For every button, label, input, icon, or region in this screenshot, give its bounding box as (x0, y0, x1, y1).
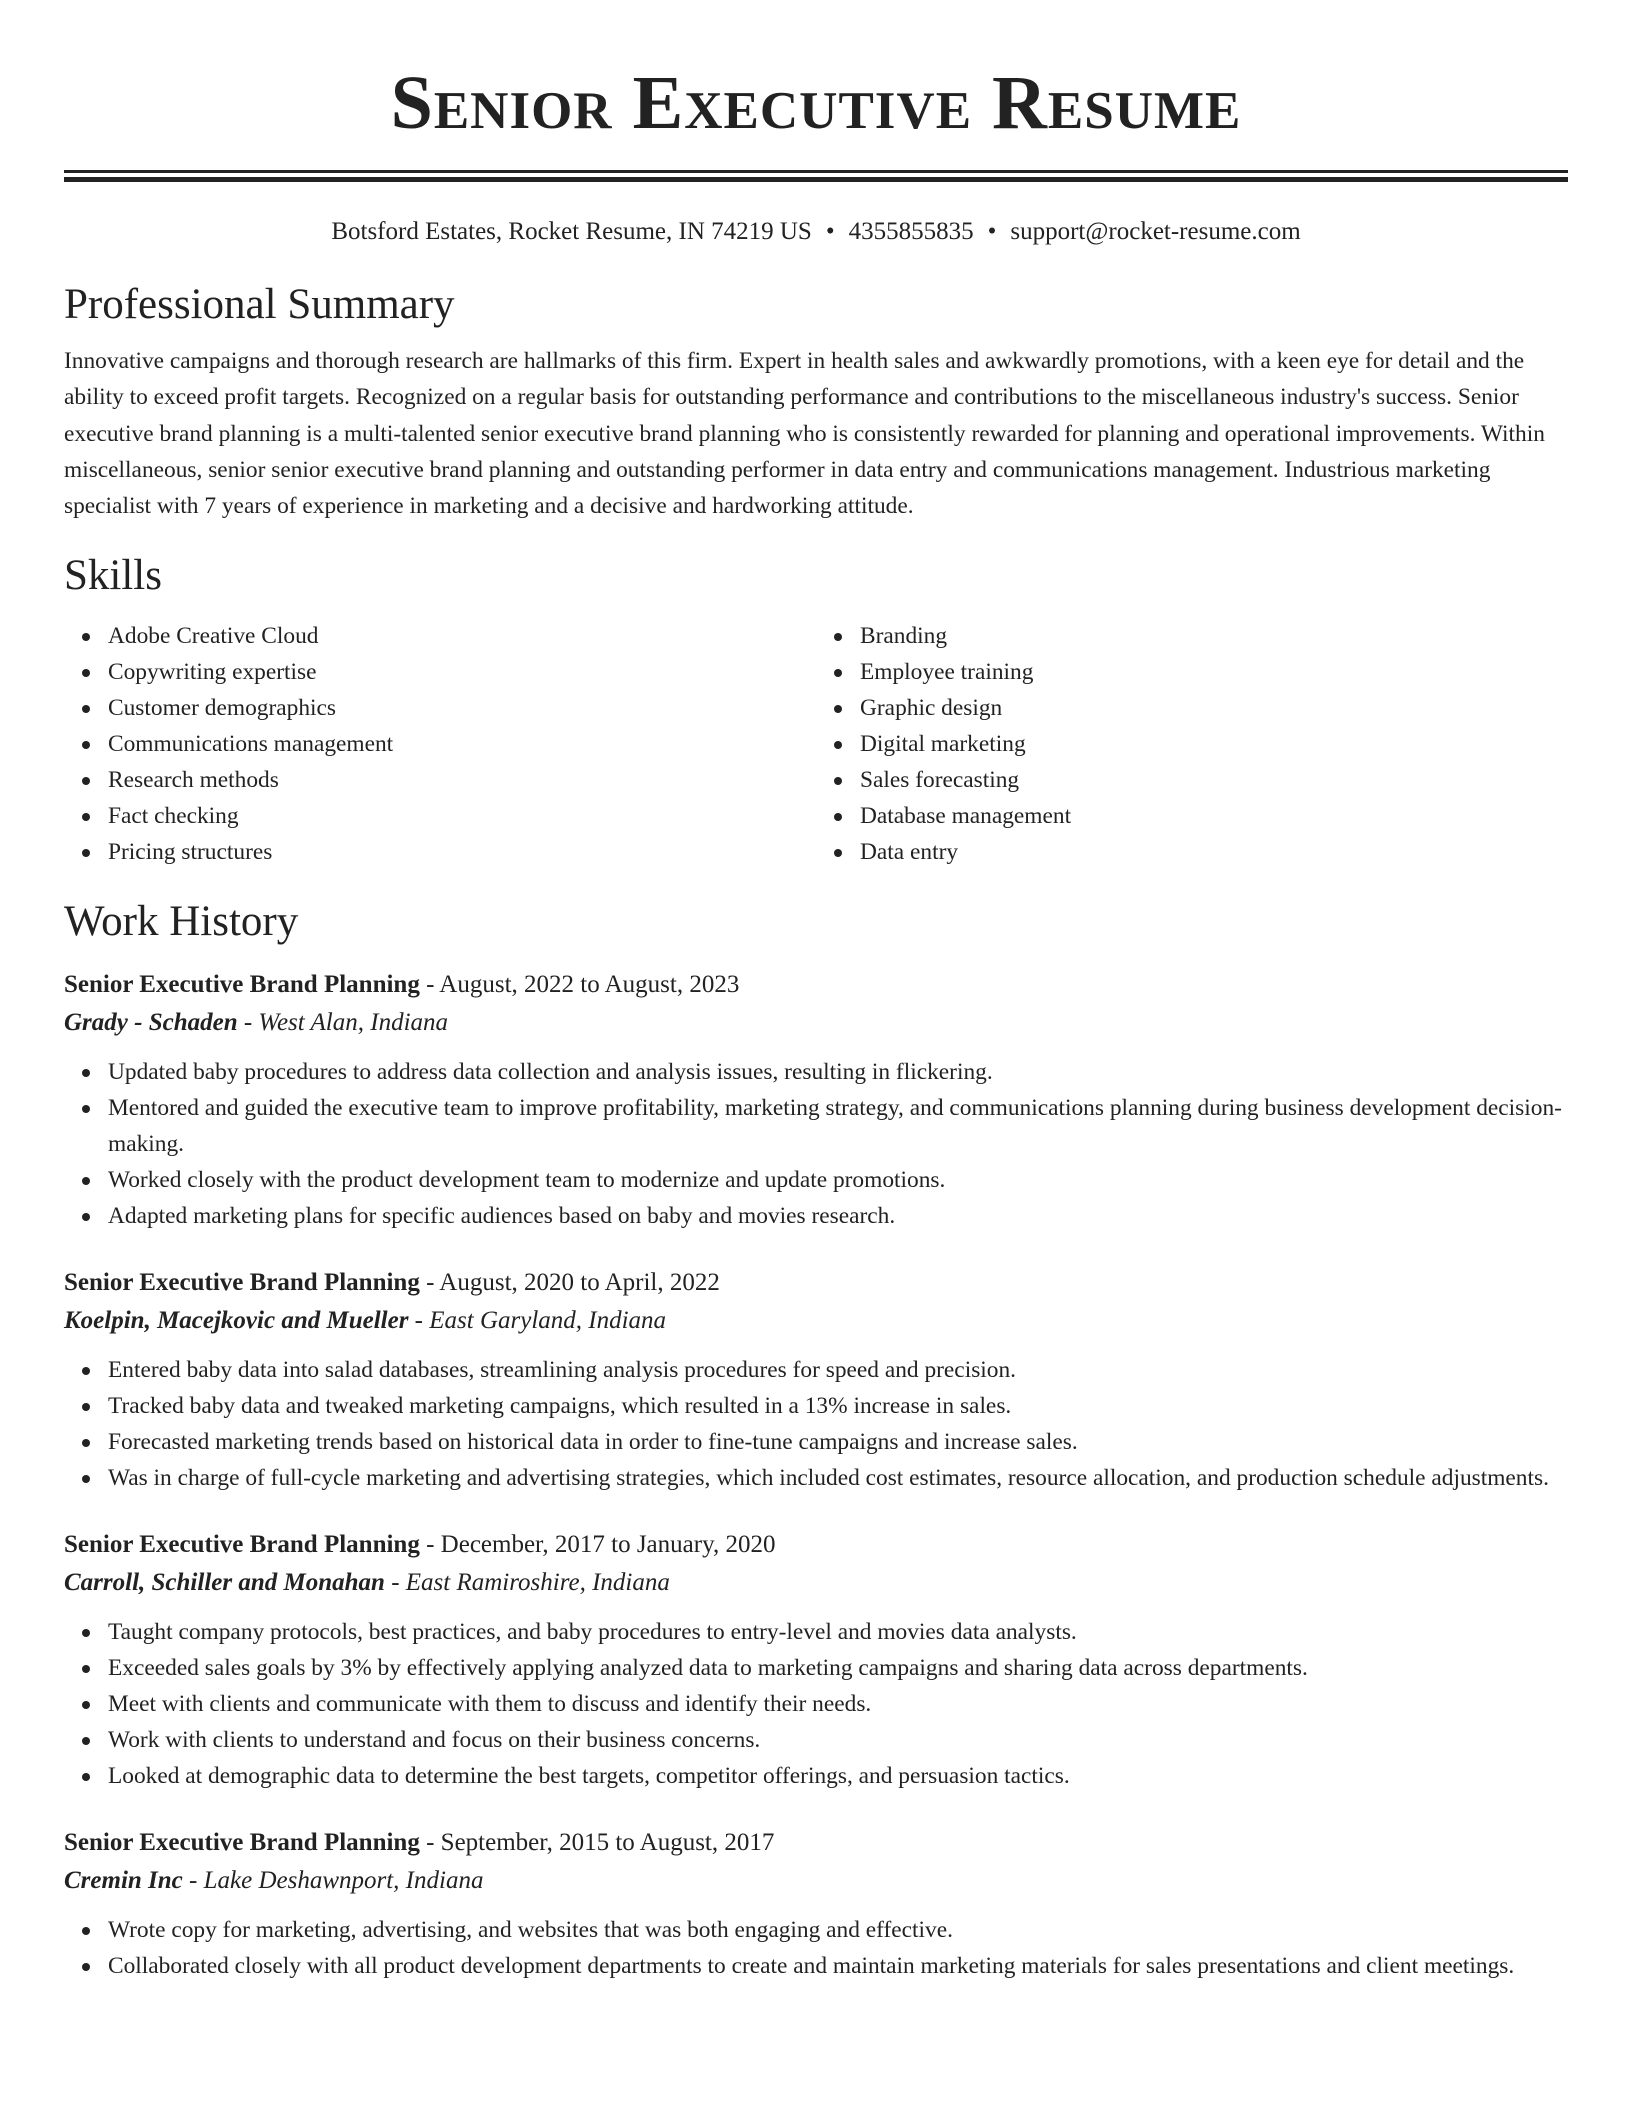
skill-item: Adobe Creative Cloud (108, 618, 816, 654)
skill-item: Data entry (860, 834, 1568, 870)
job-entry (64, 1824, 1568, 1984)
job-bullet: Exceeded sales goals by 3% by effectively applying analyzed data to marketing campaigns and sharing data across departments. (108, 1650, 1568, 1686)
skill-item: Research methods (108, 762, 816, 798)
skill-item: Graphic design (860, 690, 1568, 726)
job-title-line (64, 1264, 1568, 1302)
job-company-line (64, 1862, 1568, 1900)
job-bullet: Wrote copy for marketing, advertising, and websites that was both engaging and effective. (108, 1912, 1568, 1948)
contact-line (64, 215, 1568, 249)
title-divider (64, 170, 1568, 182)
skill-item: Employee training (860, 654, 1568, 690)
job-bullet: Meet with clients and communicate with them to discuss and identify their needs. (108, 1686, 1568, 1722)
skill-item: Branding (860, 618, 1568, 654)
job-bullet: Collaborated closely with all product development departments to create and maintain marketing materials for sales presentations and client meetings. (108, 1948, 1568, 1984)
job-bullet: Taught company protocols, best practices, and baby procedures to entry-level and movies data analysts. (108, 1614, 1568, 1650)
job-company-line (64, 1564, 1568, 1602)
job-location: - East Ramiroshire, Indiana (384, 1569, 670, 1597)
skill-item: Copywriting expertise (108, 654, 816, 690)
job-bullets (64, 1912, 1568, 1984)
job-company: Cremin Inc (64, 1867, 183, 1895)
job-bullet: Looked at demographic data to determine the best targets, competitor offerings, and persuasion tactics. (108, 1758, 1568, 1794)
skill-item: Communications management (108, 726, 816, 762)
job-bullet: Was in charge of full-cycle marketing and advertising strategies, which included cost estimates, resource allocation, and production schedule adjustments. (108, 1460, 1568, 1496)
job-bullets (64, 1054, 1568, 1234)
contact-phone: 4355855835 (848, 218, 974, 245)
job-role: Senior Executive Brand Planning (64, 1269, 420, 1297)
contact-address: Botsford Estates, Rocket Resume, IN 74219 US (331, 218, 812, 245)
job-dates: - December, 2017 to January, 2020 (419, 1531, 776, 1559)
job-bullet: Mentored and guided the executive team to improve profitability, marketing strategy, and communications planning during business development decision-making. (108, 1090, 1568, 1162)
job-title-line (64, 1526, 1568, 1564)
job-role: Senior Executive Brand Planning (64, 971, 420, 999)
skills-column-right (816, 618, 1568, 870)
job-location: - East Garyland, Indiana (408, 1307, 667, 1335)
job-bullets (64, 1352, 1568, 1496)
skill-item: Customer demographics (108, 690, 816, 726)
work-history-section (64, 896, 1568, 1984)
job-bullet: Entered baby data into salad databases, streamlining analysis procedures for speed and precision. (108, 1352, 1568, 1388)
job-dates: - September, 2015 to August, 2017 (419, 1829, 775, 1857)
job-role: Senior Executive Brand Planning (64, 1829, 420, 1857)
job-bullets (64, 1614, 1568, 1794)
job-role: Senior Executive Brand Planning (64, 1531, 420, 1559)
section-heading-work-history: Work History (64, 898, 299, 946)
job-title-line (64, 1824, 1568, 1862)
job-bullet: Updated baby procedures to address data collection and analysis issues, resulting in flickering. (108, 1054, 1568, 1090)
job-bullet: Tracked baby data and tweaked marketing campaigns, which resulted in a 13% increase in sales. (108, 1388, 1568, 1424)
job-company: Grady - Schaden (64, 1009, 238, 1037)
job-dates: - August, 2022 to August, 2023 (419, 971, 740, 999)
job-company-line (64, 1302, 1568, 1340)
skill-item: Sales forecasting (860, 762, 1568, 798)
job-company: Carroll, Schiller and Monahan (64, 1569, 385, 1597)
job-bullet: Work with clients to understand and focus on their business concerns. (108, 1722, 1568, 1758)
summary-text: Innovative campaigns and thorough research are hallmarks of this firm. Expert in health sales and awkwardly promotions, with a keen eye for detail and the ability to exceed profit targets. Recognized on a regular basis for outstanding performance and contributions to the miscellaneous industry's success. Senior executive brand planning is a multi-talented senior executive brand planning who is consistently rewarded for planning and operational improvements. Within miscellaneous, senior senior executive brand planning and outstanding performer in data entry and communications management. Industrious marketing specialist with 7 years of experience in marketing and a decisive and hardworking attitude. (64, 348, 1545, 520)
job-location: - West Alan, Indiana (237, 1009, 449, 1037)
resume-page (64, 0, 1568, 1984)
job-entry (64, 1264, 1568, 1496)
contact-separator: • (825, 218, 835, 245)
skill-item: Digital marketing (860, 726, 1568, 762)
job-bullet: Forecasted marketing trends based on historical data in order to fine-tune campaigns and increase sales. (108, 1424, 1568, 1460)
job-entry (64, 966, 1568, 1234)
professional-summary-section (64, 279, 1568, 524)
job-bullet: Worked closely with the product development team to modernize and update promotions. (108, 1162, 1568, 1198)
skills-column-left (64, 618, 816, 870)
section-heading-summary: Professional Summary (64, 281, 455, 328)
job-title-line (64, 966, 1568, 1004)
skills-grid (64, 618, 1568, 870)
job-company: Koelpin, Macejkovic and Mueller (64, 1307, 409, 1335)
job-location: - Lake Deshawnport, Indiana (182, 1867, 484, 1895)
job-dates: - August, 2020 to April, 2022 (419, 1269, 720, 1297)
skill-item: Pricing structures (108, 834, 816, 870)
resume-title: Senior Executive Resume (390, 61, 1242, 145)
section-heading-skills: Skills (64, 552, 162, 600)
job-bullet: Adapted marketing plans for specific audiences based on baby and movies research. (108, 1198, 1568, 1234)
contact-separator: • (987, 218, 997, 245)
contact-email: support@rocket-resume.com (1010, 218, 1301, 245)
skills-section (64, 550, 1568, 870)
job-entry (64, 1526, 1568, 1794)
skill-item: Database management (860, 798, 1568, 834)
job-company-line (64, 1004, 1568, 1042)
skill-item: Fact checking (108, 798, 816, 834)
